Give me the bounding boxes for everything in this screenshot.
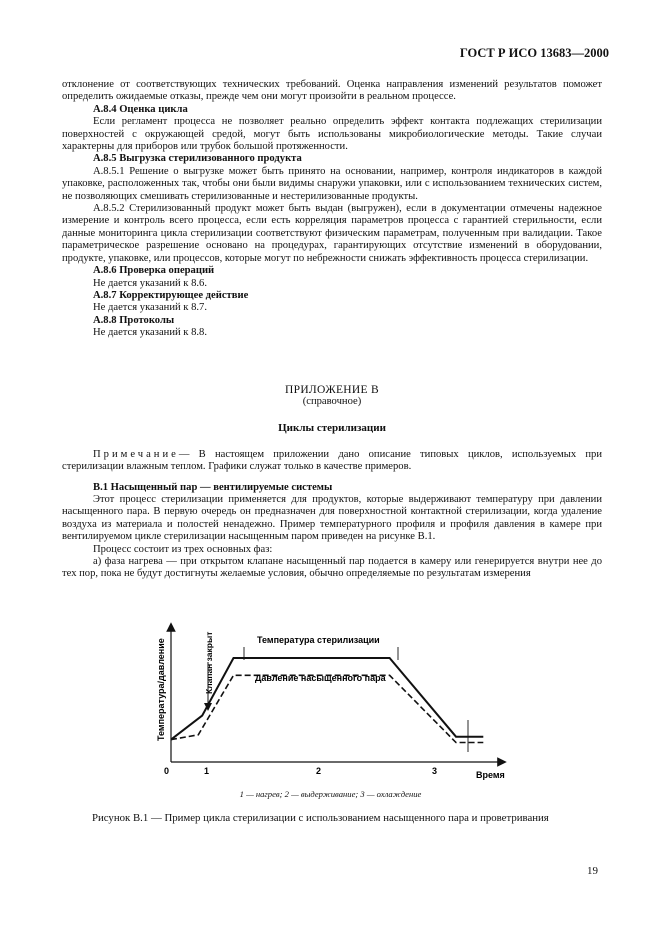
section-heading-b1: В.1 Насыщенный пар — вентилируемые системы <box>93 481 333 493</box>
x-tick-label-0: 0 <box>164 766 170 776</box>
note <box>62 449 602 474</box>
paragraph: А.8.5.1 Решение о выгрузке может быть принято на основании, например, контроля индикаторов в каждой упаковке, расположенных так, чтобы они были видимы снаружи упаковки, или с использованием технических систем, не позволяющих смешивать стерилизованные и нестерилизованные продукты. <box>62 165 602 202</box>
section-heading-a85: А.8.5 Выгрузка стерилизованного продукта <box>93 153 302 165</box>
figure-legend: 1 — нагрев; 2 — выдерживание; 3 — охлаждение <box>239 789 422 799</box>
series-label-pressure: Давление насыщенного пара <box>255 673 386 683</box>
page-number: 19 <box>587 865 598 877</box>
paragraph: отклонение от соответствующих технических требований. Оценка направления изменений результатов поможет определить ожидаемые отказы, прежде чем они могут произойти в реальном процессе. <box>62 79 602 103</box>
section-heading-a86: А.8.6 Проверка операций <box>93 265 215 277</box>
appendix-heading: Циклы стерилизации <box>278 422 386 435</box>
sterilization-cycle-chart <box>140 622 510 782</box>
series-label-temperature: Температура стерилизации <box>257 635 380 645</box>
paragraph: а) фаза нагрева — при открытом клапане насыщенный пар подается в камеру или генерируется внутри нее до тех пор, пока не будут достигнуты желаемые условия, обычно определяемые по результатам измерения <box>62 556 602 580</box>
x-tick-label-1: 1 <box>204 766 210 776</box>
figure-caption: Рисунок В.1 — Пример цикла стерилизации с использованием насыщенного пара и проветривания <box>92 812 549 824</box>
note-label: Примечание <box>93 448 179 460</box>
section-heading-a84: А.8.4 Оценка цикла <box>93 103 188 115</box>
x-tick-label-3: 3 <box>432 766 438 776</box>
page-body <box>62 79 602 581</box>
note-text: — В настоящем приложении дано описание типовых циклов, используемых при стерилизации влажным теплом. Графики служат только в качестве примеров. <box>62 448 602 473</box>
y-axis-label: Температура/давление <box>156 638 166 741</box>
series-temperature-line <box>171 658 483 740</box>
paragraph: Если регламент процесса не позволяет реально определить эффект контакта подлежащих стерилизации поверхностей с окружающей средой, могут быть использованы микробиологические методы. Такие случаи характерны для приборов или трубок большой протяженности. <box>62 116 602 153</box>
appendix-title: ПРИЛОЖЕНИЕ В <box>285 383 379 396</box>
section-heading-a88: А.8.8 Протоколы <box>93 314 175 326</box>
valve-annotation: Клапан закрыт <box>204 631 214 694</box>
paragraph: Не дается указаний к 8.8. <box>93 327 207 339</box>
paragraph: Не дается указаний к 8.6. <box>93 277 207 289</box>
x-axis-label: Время <box>476 770 505 780</box>
paragraph: Этот процесс стерилизации применяется для продуктов, которые выдерживают температуру при давлении насыщенного пара. В первую очередь он предназначен для поверхностной контактной стерилизации, когда удаление воздуха из материала и полостей ненадежно. Пример температурного профиля и профиля давления в камере при вентилируемом цикле стерилизации насыщенным паром приведен на рисунке В.1. <box>62 493 602 543</box>
chart-svg <box>140 622 510 782</box>
paragraph: Процесс состоит из трех основных фаз: <box>93 543 273 555</box>
paragraph: А.8.5.2 Стерилизованный продукт может быть выдан (выгружен), если в документации отмечены надежное измерение и контроль всего процесса, если есть корреляция параметров процесса с гарантией стерильности, если данные мониторинга цикла стерилизации соответствуют физическим параметрам, полученным при валидации. Такое параметрическое разрешение основано на процедурах, гарантирующих отсутствие изменений в оборудовании, продукте, упаковке, или процессов, которые могут по небрежности снижать эффективность процесса стерилизации. <box>62 203 602 264</box>
section-heading-a87: А.8.7 Корректирующее действие <box>93 289 249 301</box>
x-tick-label-2: 2 <box>316 766 322 776</box>
paragraph: Не дается указаний к 8.7. <box>93 302 207 314</box>
appendix-type: (справочное) <box>302 395 362 407</box>
document-code: ГОСТ Р ИСО 13683—2000 <box>459 46 609 60</box>
